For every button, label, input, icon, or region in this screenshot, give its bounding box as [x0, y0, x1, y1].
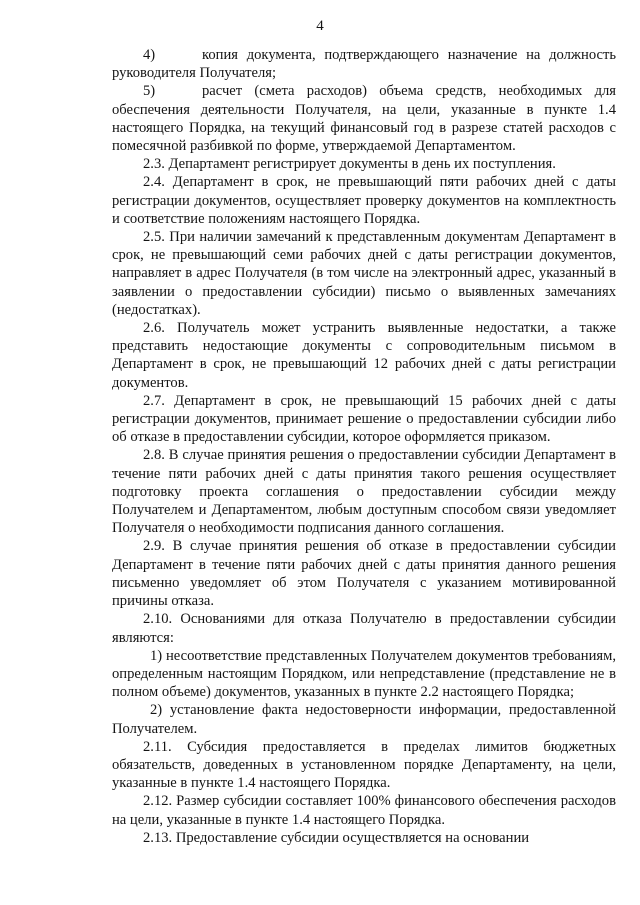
paragraph-2-3: 2.3. Департамент регистрирует документы в день их поступления.	[143, 156, 556, 173]
paragraph-2-12: 2.12. Размер субсидии составляет 100% финансового обеспечения расходов на цели, указанные в пункте 1.4 настоящего Порядка.	[112, 793, 616, 828]
list-item-number: 4)	[143, 47, 156, 63]
paragraph-2-9: 2.9. В случае принятия решения об отказе в предоставлении субсидии Департамент в течение пяти рабочих дней с даты принятия данного решения письменно уведомляет об этом Получателя с указанием мотивированной причины отказа.	[112, 538, 616, 610]
list-item-number: 5)	[143, 83, 156, 100]
paragraph-2-5: 2.5. При наличии замечаний к представленным документам Департамент в срок, не превышающий семи рабочих дней с даты регистрации документов, направляет в адрес Получателя (в том числе на электронный адрес, указанный в заявлении о предоставлении субсидии) письмо о выявленных замечаниях (недостатках).	[112, 229, 616, 318]
list-item-text: расчет (смета расходов) объема средств, необходимых для обеспечения деятельности Получателя, на цели, указанные в пункте 1.4 настоящего Порядка, на текущий финансовый год в разрезе статей расходов с помесячной разбивкой по форме, утверждаемой Департаментом.	[112, 83, 616, 155]
paragraph-2-8: 2.8. В случае принятия решения о предоставлении субсидии Департамент в течение пяти рабочих дней с даты принятия такого решения осуществляет подготовку проекта соглашения о предоставлении субсидии между Получателем и Департаментом, любым доступным способом связи уведомляет Получателя о необходимости подписания данного соглашения.	[112, 447, 616, 537]
paragraph-2-4: 2.4. Департамент в срок, не превышающий пяти рабочих дней с даты регистрации документов, осуществляет проверку документов на комплектность и соответствие положениям настоящего Порядка.	[112, 174, 616, 227]
page-number: 4	[316, 18, 324, 34]
document-body	[112, 46, 616, 847]
paragraph-2-10: 2.10. Основаниями для отказа Получателю в предоставлении субсидии являются:	[112, 611, 616, 646]
list-item-4	[112, 46, 616, 82]
list-item-text: копия документа, подтверждающего назначение на должность руководителя Получателя;	[112, 47, 616, 82]
paragraph-2-6: 2.6. Получатель может устранить выявленные недостатки, а также представить недостающие документы с сопроводительным письмом в Департамент в срок, не превышающий 12 рабочих дней с даты регистрации документов.	[112, 320, 616, 391]
paragraph-2-7: 2.7. Департамент в срок, не превышающий 15 рабочих дней с даты регистрации документов, принимает решение о предоставлении субсидии либо об отказе в предоставлении субсидии, которое оформляется приказом.	[112, 392, 616, 446]
paragraph-2-13: 2.13. Предоставление субсидии осуществляется на основании	[143, 829, 530, 846]
sub-item-2: 2) установление факта недостоверности информации, предоставленной Получателем.	[112, 702, 616, 737]
sub-item-1: 1) несоответствие представленных Получателем документов требованиям, определенным настоящим Порядком, или непредставление (представление не в полном объеме) документов, указанных в пункте 2.2 настоящего Порядка;	[112, 647, 616, 701]
list-item-5	[112, 82, 616, 155]
paragraph-2-11: 2.11. Субсидия предоставляется в пределах лимитов бюджетных обязательств, доведенных в установленном порядке Департаменту, на цели, указанные в пункте 1.4 настоящего Порядка.	[112, 738, 616, 792]
